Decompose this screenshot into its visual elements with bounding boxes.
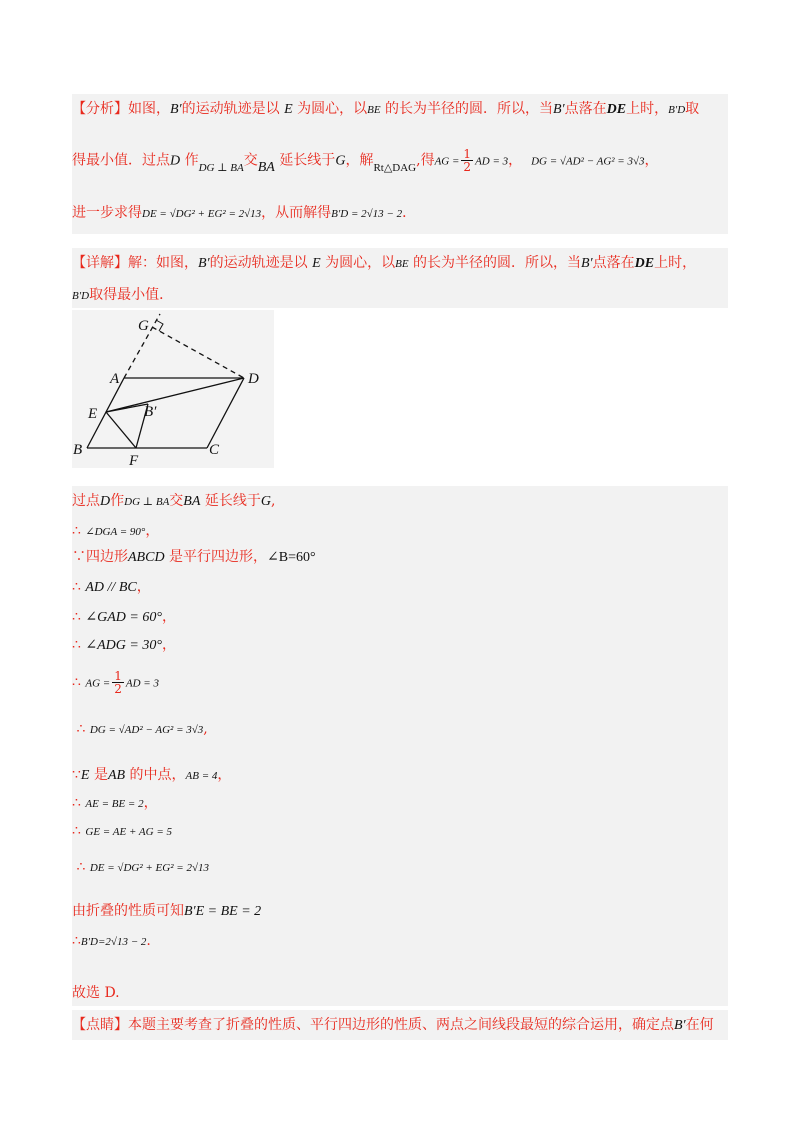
math: AD // BC bbox=[85, 580, 137, 595]
text: 延长线于 bbox=[204, 493, 261, 509]
math-be: BE bbox=[367, 104, 381, 116]
math: ∠DGA = 90° bbox=[85, 526, 146, 538]
analysis-line-2 bbox=[72, 148, 659, 173]
step-11 bbox=[72, 820, 172, 843]
text: 由折叠的性质可知 bbox=[72, 903, 184, 919]
math: AB = 4 bbox=[185, 770, 218, 782]
text: ，从而解得 bbox=[261, 205, 332, 221]
text: 进一步求得 bbox=[72, 205, 142, 221]
text: ． bbox=[402, 205, 417, 221]
segment-ef bbox=[106, 412, 136, 448]
math: E bbox=[80, 768, 90, 783]
text: , bbox=[203, 721, 208, 737]
text: 的中点， bbox=[129, 767, 186, 783]
math: ∠GAD = 60° bbox=[85, 610, 162, 625]
detail-line-1 bbox=[72, 252, 696, 275]
text: 的运动轨迹是以 bbox=[209, 255, 308, 271]
math-bpd: B′D bbox=[72, 290, 90, 302]
math-d: D bbox=[100, 494, 111, 509]
step-2 bbox=[72, 520, 159, 543]
label-d: D bbox=[248, 371, 259, 387]
text: 为圆心，以 bbox=[297, 101, 368, 117]
text: ， bbox=[644, 152, 659, 169]
text: 故选 D. bbox=[72, 985, 120, 1001]
detail-line-2 bbox=[72, 284, 173, 307]
math-rt: Rt△DAG bbox=[373, 161, 417, 174]
therefore-symbol: ∴ bbox=[72, 674, 81, 691]
analysis-line-1 bbox=[72, 98, 699, 121]
math: DG = √AD² − AG² = 3√3 bbox=[89, 724, 204, 736]
text: 如图， bbox=[128, 101, 170, 117]
text: ,得 bbox=[416, 152, 435, 169]
geometry-figure bbox=[72, 310, 274, 468]
text: 在何 bbox=[685, 1017, 714, 1033]
therefore-symbol: ∴ bbox=[72, 609, 81, 625]
because-symbol: ∵ bbox=[72, 549, 86, 565]
label-e: E bbox=[88, 406, 98, 422]
segment-ed bbox=[106, 378, 244, 412]
text: 取 bbox=[685, 101, 700, 117]
text: ，解 bbox=[345, 152, 374, 169]
text: 为圆心，以 bbox=[325, 255, 396, 271]
math: AB bbox=[107, 768, 126, 783]
step-15 bbox=[72, 982, 120, 1004]
text: 四边形 bbox=[86, 549, 128, 565]
text: 交 bbox=[243, 152, 258, 169]
fraction-half bbox=[112, 670, 124, 695]
math-dg-perp: DG ⊥ BA bbox=[198, 161, 244, 174]
math-bprime: B′ bbox=[581, 256, 593, 271]
text: 作 bbox=[184, 152, 199, 169]
text: ， bbox=[217, 767, 232, 783]
comment-label: 【点睛】 bbox=[72, 1017, 128, 1033]
label-f: F bbox=[129, 453, 139, 468]
therefore-symbol: ∴ bbox=[72, 933, 81, 949]
text: 解：如图， bbox=[128, 255, 198, 271]
math-bd-eq: B′D = 2√13 − 2 bbox=[331, 208, 403, 220]
text: 交 bbox=[169, 493, 184, 509]
step-1 bbox=[72, 490, 275, 513]
step-3 bbox=[72, 546, 316, 569]
math-g: G bbox=[260, 494, 271, 509]
label-g: G bbox=[138, 318, 149, 334]
text: 是 bbox=[93, 767, 108, 783]
step-8 bbox=[72, 718, 208, 741]
text: 过点 bbox=[72, 493, 100, 509]
math-bpd: B′D bbox=[668, 104, 686, 116]
analysis-label: 【分析】 bbox=[72, 101, 128, 117]
math-de-eq: DE = √DG² + EG² = 2√13 bbox=[142, 208, 262, 220]
step-5 bbox=[72, 606, 176, 629]
text: ， bbox=[508, 152, 523, 169]
detail-label: 【详解】 bbox=[72, 255, 128, 271]
math: ABCD bbox=[128, 550, 165, 565]
fraction-half: $\frac{1}{2}$ bbox=[463, 147, 472, 174]
math-ba: BA bbox=[257, 159, 275, 175]
therefore-symbol: ∴ bbox=[76, 859, 86, 875]
edge-dc bbox=[207, 378, 244, 448]
math-dg: DG = √AD² − AG² = 3√3 bbox=[531, 155, 645, 168]
math-ag: AG = bbox=[434, 155, 460, 168]
text: 点落在 bbox=[592, 255, 635, 271]
math: B′E = BE = 2 bbox=[184, 904, 262, 919]
step-7 bbox=[72, 670, 159, 695]
step-14 bbox=[72, 930, 151, 953]
math-bprime: B′ bbox=[198, 256, 210, 271]
parallelogram-diagram bbox=[72, 310, 274, 468]
label-b: B bbox=[73, 442, 83, 458]
text: 取得最小值． bbox=[89, 287, 174, 303]
math-e: E bbox=[284, 102, 293, 117]
math-e: E bbox=[312, 256, 321, 271]
math: DE = √DG² + EG² = 2√13 bbox=[89, 862, 209, 874]
text: . bbox=[146, 933, 151, 949]
label-b-prime: B′ bbox=[144, 404, 157, 420]
comment-line bbox=[72, 1014, 714, 1037]
text: ， bbox=[143, 795, 158, 811]
numerator: 1 bbox=[114, 669, 122, 683]
step-13 bbox=[72, 900, 261, 923]
step-9 bbox=[72, 764, 231, 787]
math: ∠B=60° bbox=[267, 550, 316, 565]
therefore-symbol: ∴ bbox=[76, 721, 86, 737]
text: 作 bbox=[110, 493, 125, 509]
math: ∠ADG = 30° bbox=[85, 638, 162, 653]
text: , bbox=[270, 493, 276, 509]
therefore-symbol: ∴ bbox=[72, 795, 81, 811]
step-4 bbox=[72, 576, 151, 599]
text: ， bbox=[161, 609, 176, 625]
label-a: A bbox=[110, 371, 120, 387]
math: GE = AE + AG = 5 bbox=[85, 826, 173, 838]
step-6 bbox=[72, 634, 176, 657]
text: 的长为半径的圆．所以，当 bbox=[385, 101, 553, 117]
step-10 bbox=[72, 792, 158, 815]
label-c: C bbox=[209, 442, 220, 458]
because-symbol: ∵ bbox=[72, 767, 81, 783]
math-de: DE bbox=[606, 102, 627, 117]
math-dg-perp: DG ⊥ BA bbox=[124, 496, 170, 508]
math-be: BE bbox=[395, 258, 409, 270]
math: AE = BE = 2 bbox=[85, 798, 144, 810]
text: ， bbox=[161, 637, 176, 653]
text: 上时， bbox=[654, 255, 697, 271]
text: 上时， bbox=[626, 101, 669, 117]
math: AD = 3 bbox=[125, 677, 159, 690]
denominator: 2 bbox=[114, 682, 122, 696]
therefore-symbol: ∴ bbox=[72, 579, 81, 595]
math: B′D=2√13 − 2 bbox=[80, 936, 147, 948]
segment-eb-prime bbox=[106, 404, 148, 412]
math: AG = bbox=[85, 677, 111, 690]
therefore-symbol: ∴ bbox=[72, 637, 81, 653]
therefore-symbol: ∴ bbox=[72, 523, 81, 539]
text: 点落在 bbox=[564, 101, 607, 117]
math-bprime: B′ bbox=[170, 102, 182, 117]
math: B′ bbox=[674, 1018, 686, 1033]
text: 是平行四边形， bbox=[169, 549, 268, 565]
text: 延长线于 bbox=[279, 152, 336, 169]
text: ， bbox=[136, 579, 151, 595]
analysis-line-3 bbox=[72, 202, 416, 225]
step-12 bbox=[72, 856, 209, 879]
math-ba: BA bbox=[183, 494, 201, 509]
text: ， bbox=[145, 523, 160, 539]
therefore-symbol: ∴ bbox=[72, 823, 81, 839]
segment-dg bbox=[152, 327, 244, 378]
text: 的长为半径的圆．所以，当 bbox=[413, 255, 581, 271]
math-de: DE bbox=[634, 256, 655, 271]
right-angle-mark bbox=[156, 320, 163, 331]
text: 本题主要考查了折叠的性质、平行四边形的性质、两点之间线段最短的综合运用，确定点 bbox=[128, 1017, 674, 1033]
math-d: D bbox=[170, 153, 181, 169]
math-ad: AD = 3 bbox=[475, 155, 509, 168]
math-bprime: B′ bbox=[553, 102, 565, 117]
text: 的运动轨迹是以 bbox=[181, 101, 280, 117]
text: 得最小值．过点 bbox=[72, 152, 170, 169]
math-g: G bbox=[335, 153, 346, 169]
